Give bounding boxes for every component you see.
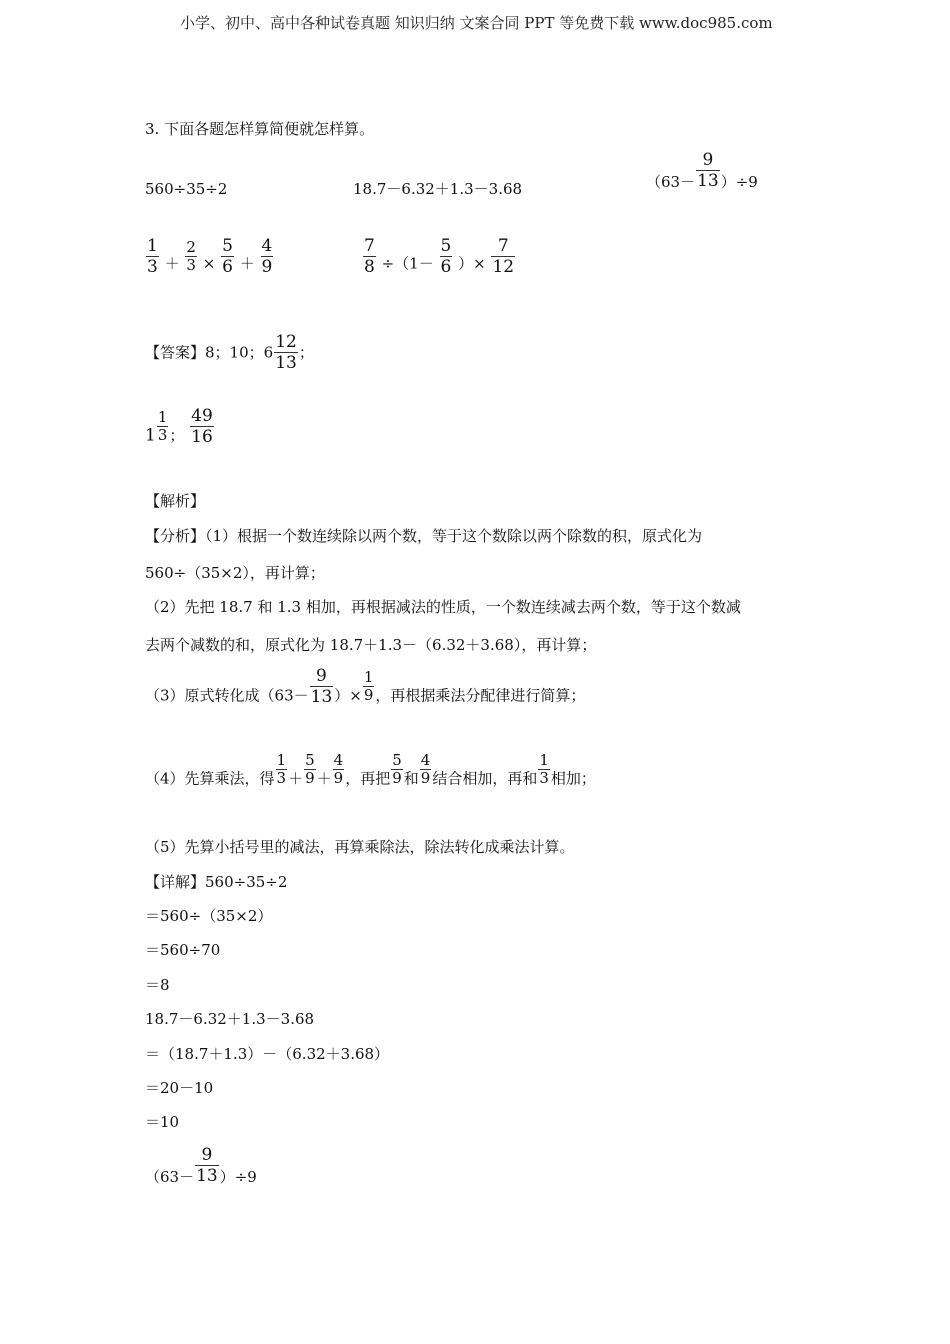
fraction: $\frac{1}{3}$: [276, 751, 287, 787]
fraction: $\frac{4}{9}$: [333, 751, 344, 787]
analysis-line-7: （5）先算小括号里的减法，再算乘除法，除法转化成乘法计算。: [145, 838, 575, 856]
answer-line-1: 【答案】8；10；6 $\frac{12}{13}$ ；: [145, 332, 314, 373]
analysis-line-4: 去两个减数的和，原式化为 18.7＋1.3－（6.32＋3.68），再计算；: [145, 636, 597, 654]
fraction: $\frac{7}{8}$: [364, 236, 375, 277]
fraction: $\frac{4}{9}$: [420, 751, 431, 787]
problem-4: $\frac{1}{3}$ ＋ $\frac{2}{3}$ × $\frac{5}{6}$ ＋ $\frac{4}{9}$: [147, 236, 273, 277]
fraction: $\frac{9}{13}$: [196, 1145, 218, 1186]
fraction: $\frac{1}{9}$: [363, 668, 374, 704]
detail-line-9: （63－ $\frac{9}{13}$ ）÷9: [145, 1145, 257, 1186]
page-header: 小学、初中、高中各种试卷真题 知识归纳 文案合同 PPT 等免费下载 www.doc985.com: [180, 14, 773, 32]
fraction: $\frac{5}{6}$: [222, 236, 233, 277]
problem-5: $\frac{7}{8}$ ÷（1－ $\frac{5}{6}$ ）× $\frac{7}{12}$: [364, 236, 515, 277]
fraction: $\frac{2}{3}$: [186, 238, 196, 274]
section-analysis: 【解析】: [145, 492, 206, 510]
analysis-line-5: （3）原式转化成（63－ $\frac{9}{13}$ ）× $\frac{1}{9}$ ，再根据乘法分配律进行简算；: [145, 666, 586, 707]
fraction: $\frac{5}{9}$: [392, 751, 402, 787]
detail-line-3: ＝560÷70: [145, 941, 221, 959]
analysis-line-1: 【分析】（1）根据一个数连续除以两个数，等于这个数除以两个除数的积，原式化为: [145, 527, 703, 545]
fraction: $\frac{1}{3}$: [157, 408, 168, 444]
answer-line-2: 1 $\frac{1}{3}$ ； $\frac{49}{16}$: [145, 406, 213, 447]
fraction: $\frac{5}{9}$: [305, 751, 315, 787]
problem-2: 18.7－6.32＋1.3－3.68: [353, 180, 523, 198]
problem-1: 560÷35÷2: [145, 180, 228, 198]
fraction: $\frac{9}{13}$: [310, 666, 333, 707]
fraction: $\frac{12}{13}$: [275, 332, 297, 373]
analysis-line-2: 560÷（35×2），再计算；: [145, 564, 325, 582]
fraction: $\frac{1}{3}$: [147, 236, 158, 277]
fraction: $\frac{49}{16}$: [191, 406, 213, 447]
detail-line-8: ＝10: [145, 1113, 180, 1131]
fraction: $\frac{4}{9}$: [261, 236, 273, 277]
detail-line-5: 18.7－6.32＋1.3－3.68: [145, 1010, 315, 1028]
detail-line-2: ＝560÷（35×2）: [145, 907, 273, 925]
fraction: $\frac{5}{6}$: [440, 236, 452, 277]
question-title: 3. 下面各题怎样算简便就怎样算。: [145, 120, 375, 138]
detail-line-7: ＝20－10: [145, 1079, 214, 1097]
detail-line-6: ＝（18.7＋1.3）－（6.32＋3.68）: [145, 1045, 390, 1063]
fraction: $\frac{9}{13}$: [697, 150, 719, 191]
problem-3: （63－ $\frac{9}{13}$ ）÷9: [646, 150, 758, 191]
analysis-line-3: （2）先把 18.7 和 1.3 相加，再根据减法的性质，一个数连续减去两个数，等于这个数减: [145, 598, 741, 616]
fraction: $\frac{1}{3}$: [539, 751, 549, 787]
analysis-line-6: （4）先算乘法，得 $\frac{1}{3}$ ＋ $\frac{5}{9}$ ＋ $\frac{4}{9}$ ，再把 $\frac{5}{9}$ 和 $\frac{4}{9}$ 结合相加，再和 $\frac{1}{3}$ 相加；: [145, 751, 596, 788]
fraction: $\frac{7}{12}$: [492, 236, 515, 277]
detail-line-4: ＝8: [145, 976, 170, 994]
detail-line-1: 【详解】560÷35÷2: [145, 873, 288, 891]
